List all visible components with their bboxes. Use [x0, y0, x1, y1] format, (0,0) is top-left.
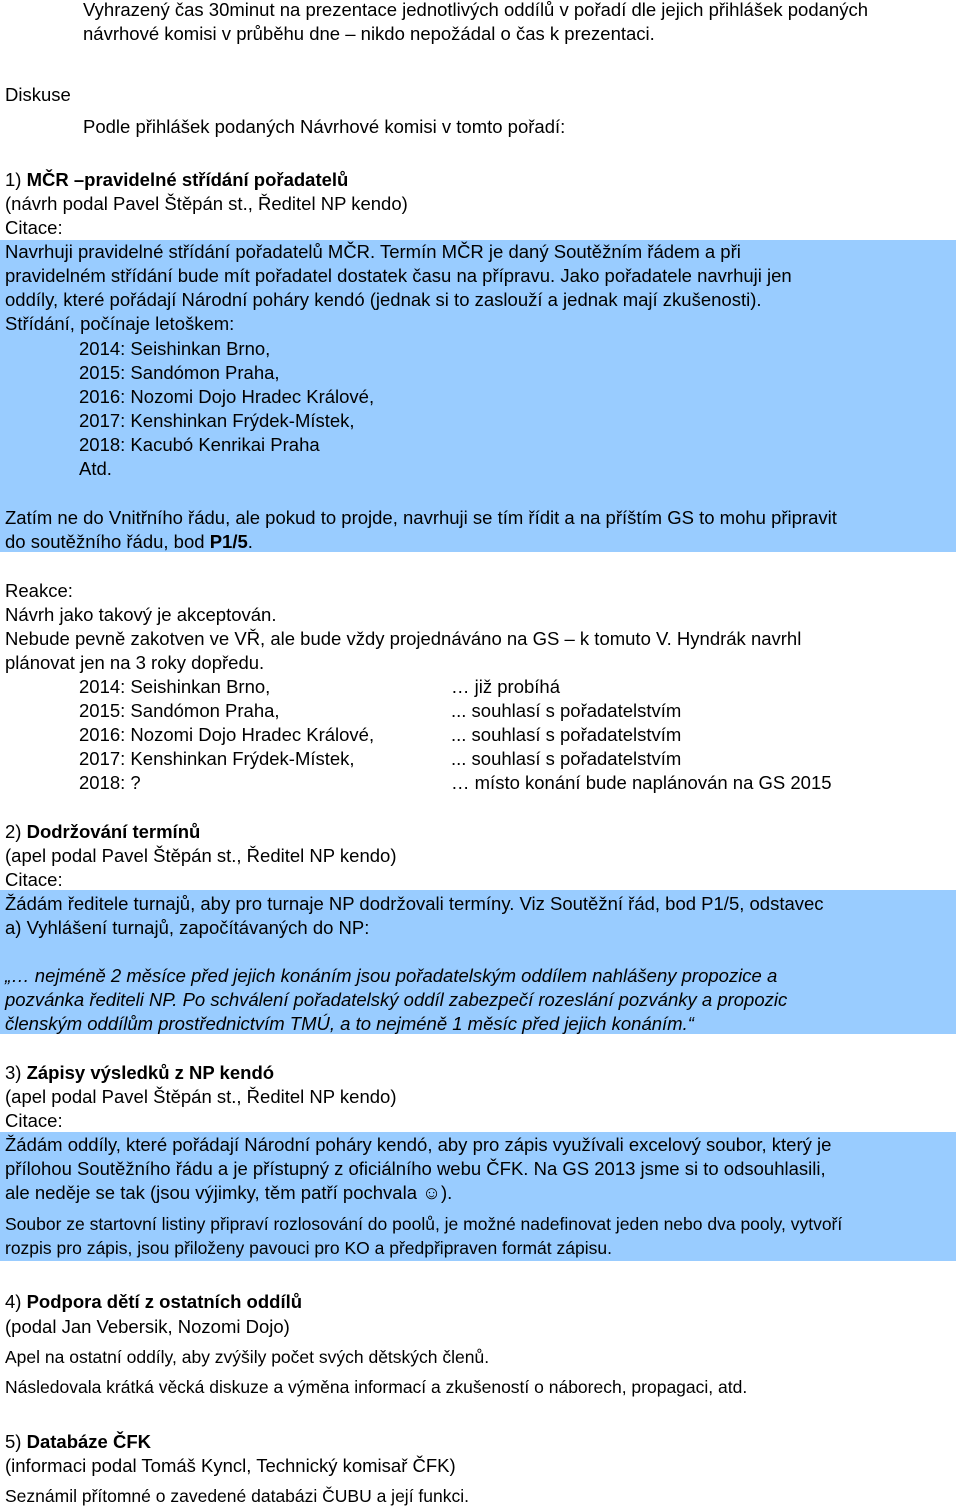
item1-reaction-line: Nebude pevně zakotven ve VŘ, ale bude vždy projednáváno na GS – k tomuto V. Hyndrák navrhl: [5, 628, 802, 649]
schedule-year: 2014: Seishinkan Brno,: [79, 676, 271, 697]
item3-citation-label: Citace:: [5, 1110, 63, 1131]
item2-num: 2): [5, 821, 27, 842]
item2-italic-quote-line: [5, 988, 787, 1012]
item1-reaction-label: Reakce:: [5, 580, 73, 601]
order-note: Podle přihlášek podaných Návrhové komisi v tomto pořadí:: [83, 116, 566, 137]
item3-author: (apel podal Pavel Štěpán st., Ředitel NP kendo): [5, 1086, 397, 1107]
item4-author: (podal Jan Vebersik, Nozomi Dojo): [5, 1316, 290, 1337]
schedule-status: ... souhlasí s pořadatelstvím: [451, 700, 682, 721]
schedule-year: 2018: ?: [79, 772, 141, 793]
item2-citation-label: Citace:: [5, 869, 63, 890]
schedule-year: 2015: Sandómon Praha,: [79, 700, 280, 721]
closing-text: do soutěžního řádu, bod: [5, 531, 210, 552]
rotation-item: Atd.: [79, 458, 112, 479]
intro-line: Vyhrazený čas 30minut na prezentace jednotlivých oddílů v pořadí dle jejich přihlášek podaných: [83, 0, 869, 20]
schedule-status: ... souhlasí s pořadatelstvím: [451, 724, 682, 745]
item1-reaction-line: plánovat jen na 3 roky dopředu.: [5, 652, 265, 673]
item5-text: Seznámil přítomné o zavedené databázi ČUBU a její funkci.: [5, 1486, 469, 1506]
item1-citation-label: Citace:: [5, 217, 63, 238]
item2-title: Dodržování termínů: [26, 821, 201, 842]
item5-author: (informaci podal Tomáš Kyncl, Technický komisař ČFK): [5, 1455, 456, 1476]
item1-reaction-line: Návrh jako takový je akceptován.: [5, 604, 277, 625]
item1-quote-line: oddíly, které pořádají Národní poháry kendó (jednak si to zaslouží a jednak mají zkušenosti).: [5, 289, 762, 310]
item2-heading: [5, 820, 200, 844]
schedule-status: … místo konání bude naplánován na GS 2015: [451, 772, 832, 793]
item2-italic-quote-line: [5, 1012, 694, 1036]
italic-text: pozvánka řediteli NP. Po schválení pořadatelský oddíl zabezpečí rozeslání pozvánky a propozic: [5, 989, 788, 1010]
item3-quote-line: ale neděje se tak (jsou výjimky, těm patří pochvala ☺).: [5, 1182, 453, 1203]
rotation-item: 2017: Kenshinkan Frýdek-Místek,: [79, 410, 355, 431]
item1-author: (návrh podal Pavel Štěpán st., Ředitel NP kendo): [5, 193, 408, 214]
item3-quote-line: Žádám oddíly, které pořádají Národní poháry kendó, aby pro zápis využívali excelový soubor, který je: [5, 1134, 832, 1155]
rotation-item: 2018: Kacubó Kenrikai Praha: [79, 434, 320, 455]
schedule-year: 2017: Kenshinkan Frýdek-Místek,: [79, 748, 355, 769]
item3-quote-line: přílohou Soutěžního řádu a je přístupný z oficiálního webu ČFK. Na GS 2013 jsme si to odsouhlasili,: [5, 1158, 826, 1179]
item1-heading: [5, 168, 348, 192]
rotation-item: 2015: Sandómon Praha,: [79, 362, 280, 383]
item3-title: Zápisy výsledků z NP kendó: [26, 1062, 275, 1083]
schedule-status: ... souhlasí s pořadatelstvím: [451, 748, 682, 769]
rotation-item: 2014: Seishinkan Brno,: [79, 338, 271, 359]
item5-title: Databáze ČFK: [26, 1431, 151, 1452]
item3-num: 3): [5, 1062, 27, 1083]
item1-closing-line: [5, 530, 253, 554]
item1-quote-line: pravidelném střídání bude mít pořadatel dostatek času na přípravu. Jako pořadatele navrhuji jen: [5, 265, 792, 286]
schedule-year: 2016: Nozomi Dojo Hradec Králové,: [79, 724, 375, 745]
italic-text: členským oddílům prostřednictvím TMÚ, a to nejméně 1 měsíc před jejich konáním.“: [5, 1013, 694, 1034]
item4-num: 4): [5, 1291, 27, 1312]
item2-author: (apel podal Pavel Štěpán st., Ředitel NP kendo): [5, 845, 397, 866]
item4-title: Podpora dětí z ostatních oddílů: [26, 1291, 303, 1312]
closing-ref: P1/5: [209, 531, 248, 552]
item1-title: MČR –pravidelné střídání pořadatelů: [26, 169, 349, 190]
item4-text: Apel na ostatní oddíly, aby zvýšily počet svých dětských členů.: [5, 1347, 490, 1367]
discussion-heading: Diskuse: [5, 84, 71, 105]
item1-num: 1): [5, 169, 27, 190]
item5-num: 5): [5, 1431, 27, 1452]
item4-text: Následovala krátká věcká diskuze a výměna informací a zkušeností o náborech, propagaci, atd.: [5, 1377, 748, 1397]
item3-heading: [5, 1061, 274, 1085]
item4-heading: [5, 1290, 302, 1314]
italic-text: „… nejméně 2 měsíce před jejich konáním jsou pořadatelským oddílem nahlášeny propozice a: [5, 965, 778, 986]
item3-quote2-line: Soubor ze startovní listiny připraví rozlosování do poolů, je možné nadefinovat jeden nebo dva pooly, vytvoří: [5, 1214, 843, 1234]
rotation-item: 2016: Nozomi Dojo Hradec Králové,: [79, 386, 375, 407]
item1-closing-line: Zatím ne do Vnitřního řádu, ale pokud to projde, navrhuji se tím řídit a na příštím GS to mohu připravit: [5, 507, 837, 528]
closing-dot: .: [247, 531, 253, 552]
item3-quote2-line: rozpis pro zápis, jsou přiloženy pavouci pro KO a předpřipraven formát zápisu.: [5, 1238, 612, 1258]
item2-quote-line: a) Vyhlášení turnajů, započítávaných do NP:: [5, 917, 370, 938]
intro-line: návrhové komisi v průběhu dne – nikdo nepožádal o čas k prezentaci.: [83, 23, 655, 44]
item5-heading: [5, 1430, 151, 1454]
schedule-status: … již probíhá: [451, 676, 560, 697]
item2-italic-quote-line: [5, 964, 777, 988]
item1-quote-line: Navrhuji pravidelné střídání pořadatelů MČR. Termín MČR je daný Soutěžním řádem a při: [5, 241, 741, 262]
item1-quote-line: Střídání, počínaje letoškem:: [5, 313, 235, 334]
item2-quote-line: Žádám ředitele turnajů, aby pro turnaje NP dodržovali termíny. Viz Soutěžní řád, bod P1/5, odstavec: [5, 893, 824, 914]
